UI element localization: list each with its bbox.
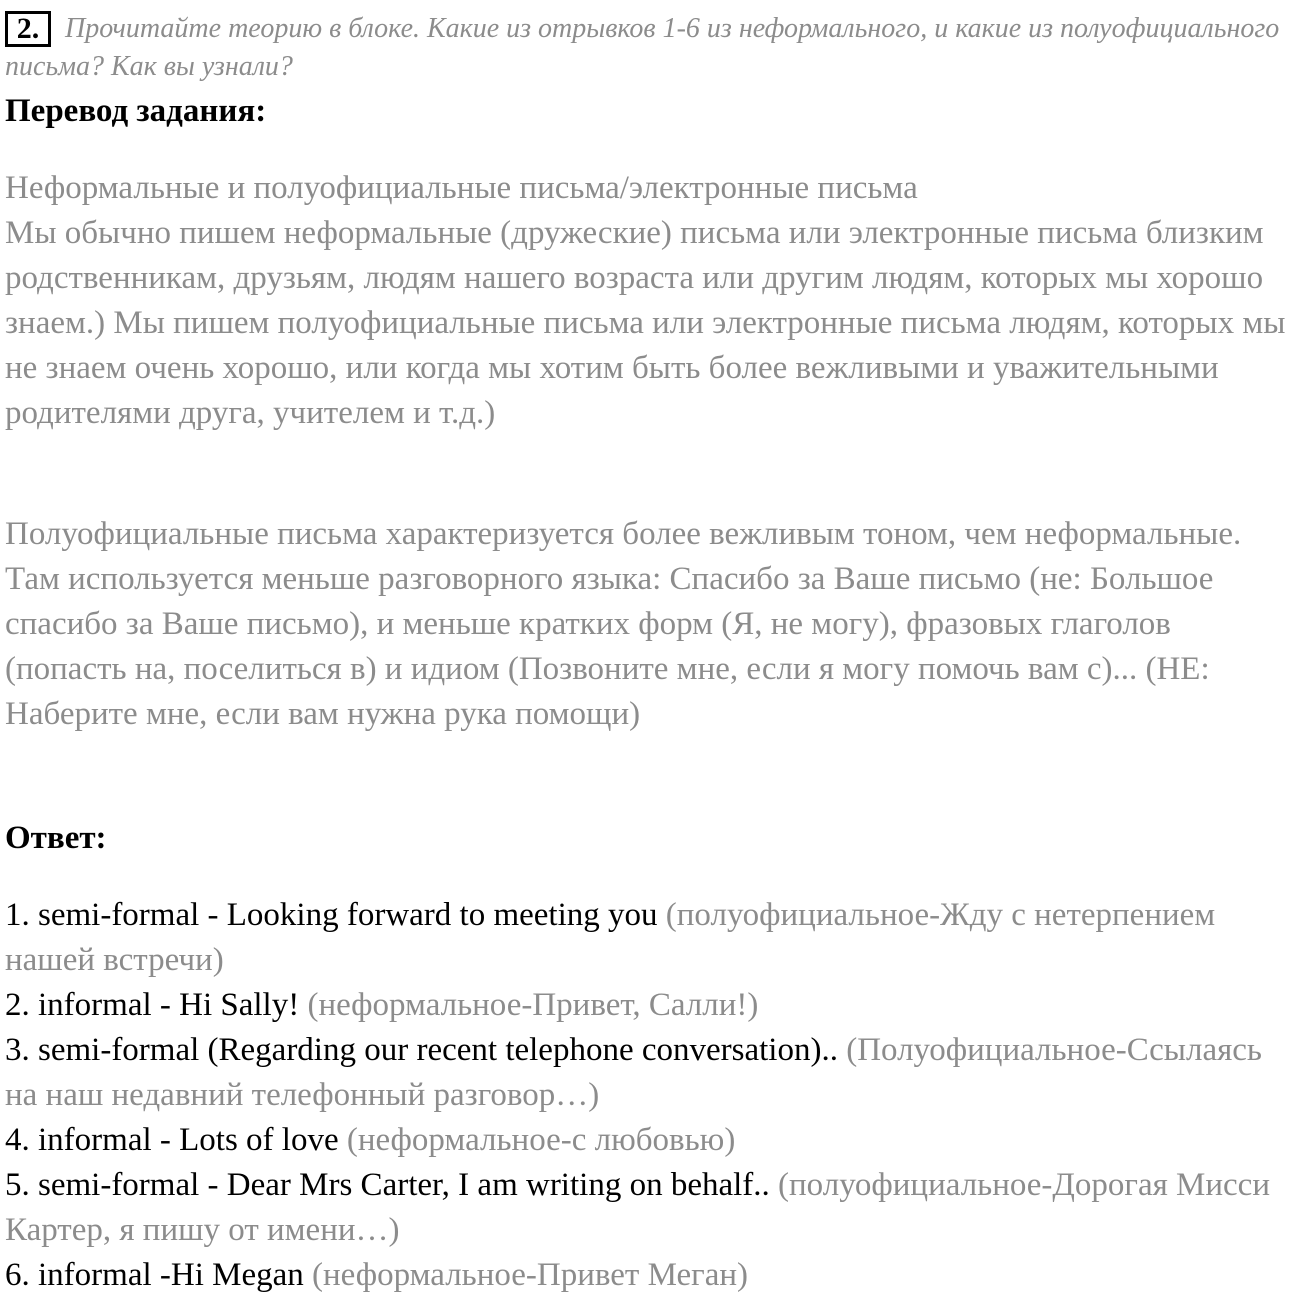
task-text: Прочитайте теорию в блоке. Какие из отрывков 1-6 из неформального, и какие из полуофициального письма? Как вы узнали?: [5, 13, 1280, 82]
theory-paragraph-1: Неформальные и полуофициальные письма/электронные письма Мы обычно пишем неформальные (дружеские) письма или электронные письма близким родственникам, друзьям, людям нашего возраста или другим людям, которых мы хорошо знаем.) Мы пишем полуофициальные письма или электронные письма людям, которых мы не знаем очень хорошо, или когда мы хотим быть более вежливыми и уважительными родителями друга, учителем и т.д.): [5, 170, 1286, 431]
answer-list: [5, 893, 1297, 1298]
task-statement: [5, 0, 1295, 86]
answer-item-4: [5, 1118, 1297, 1163]
theory-paragraph-2: Полуофициальные письма характеризуется более вежливым тоном, чем неформальные. Там используется меньше разговорного языка: Спасибо за Ваше письмо (не: Большое спасибо за Ваше письмо), и меньше кратких форм (Я, не могу), фразовых глаголов (попасть на, поселиться в) и идиом (Позвоните мне, если я могу помочь вам с)... (НЕ: Наберите мне, если вам нужна рука помощи): [5, 516, 1242, 732]
answer-heading: Ответ:: [5, 820, 107, 856]
task-number-box: 2.: [5, 11, 51, 47]
answer-item-1: [5, 893, 1297, 983]
answer-russian: (полуофициальное-Жду с нетерпением нашей встречи): [5, 897, 1216, 978]
answer-russian: (неформальное-с любовью): [346, 1122, 736, 1158]
translation-heading: Перевод задания:: [5, 93, 267, 129]
answer-item-5: [5, 1163, 1297, 1253]
answer-english: 3. semi-formal (Regarding our recent telephone conversation)..: [5, 1032, 838, 1068]
answer-russian: (неформальное-Привет, Салли!): [307, 987, 759, 1023]
answer-russian: (полуофициальное-Дорогая Мисси Картер, я пишу от имени…): [5, 1167, 1270, 1248]
answer-english: 4. informal - Lots of love: [5, 1122, 339, 1158]
answer-item-2: [5, 983, 1297, 1028]
answer-english: 6. informal -Hi Megan: [5, 1257, 304, 1293]
answer-item-6: [5, 1253, 1297, 1298]
answer-english: 1. semi-formal - Looking forward to meeting you: [5, 897, 658, 933]
document-page: [5, 0, 1295, 1293]
answer-item-3: [5, 1028, 1297, 1118]
answer-english: 2. informal - Hi Sally!: [5, 987, 300, 1023]
answer-english: 5. semi-formal - Dear Mrs Carter, I am writing on behalf..: [5, 1167, 770, 1203]
answer-russian: (Полуофициальное-Ссылаясь на наш недавний телефонный разговор…): [5, 1032, 1262, 1113]
answer-russian: (неформальное-Привет Меган): [312, 1257, 748, 1293]
